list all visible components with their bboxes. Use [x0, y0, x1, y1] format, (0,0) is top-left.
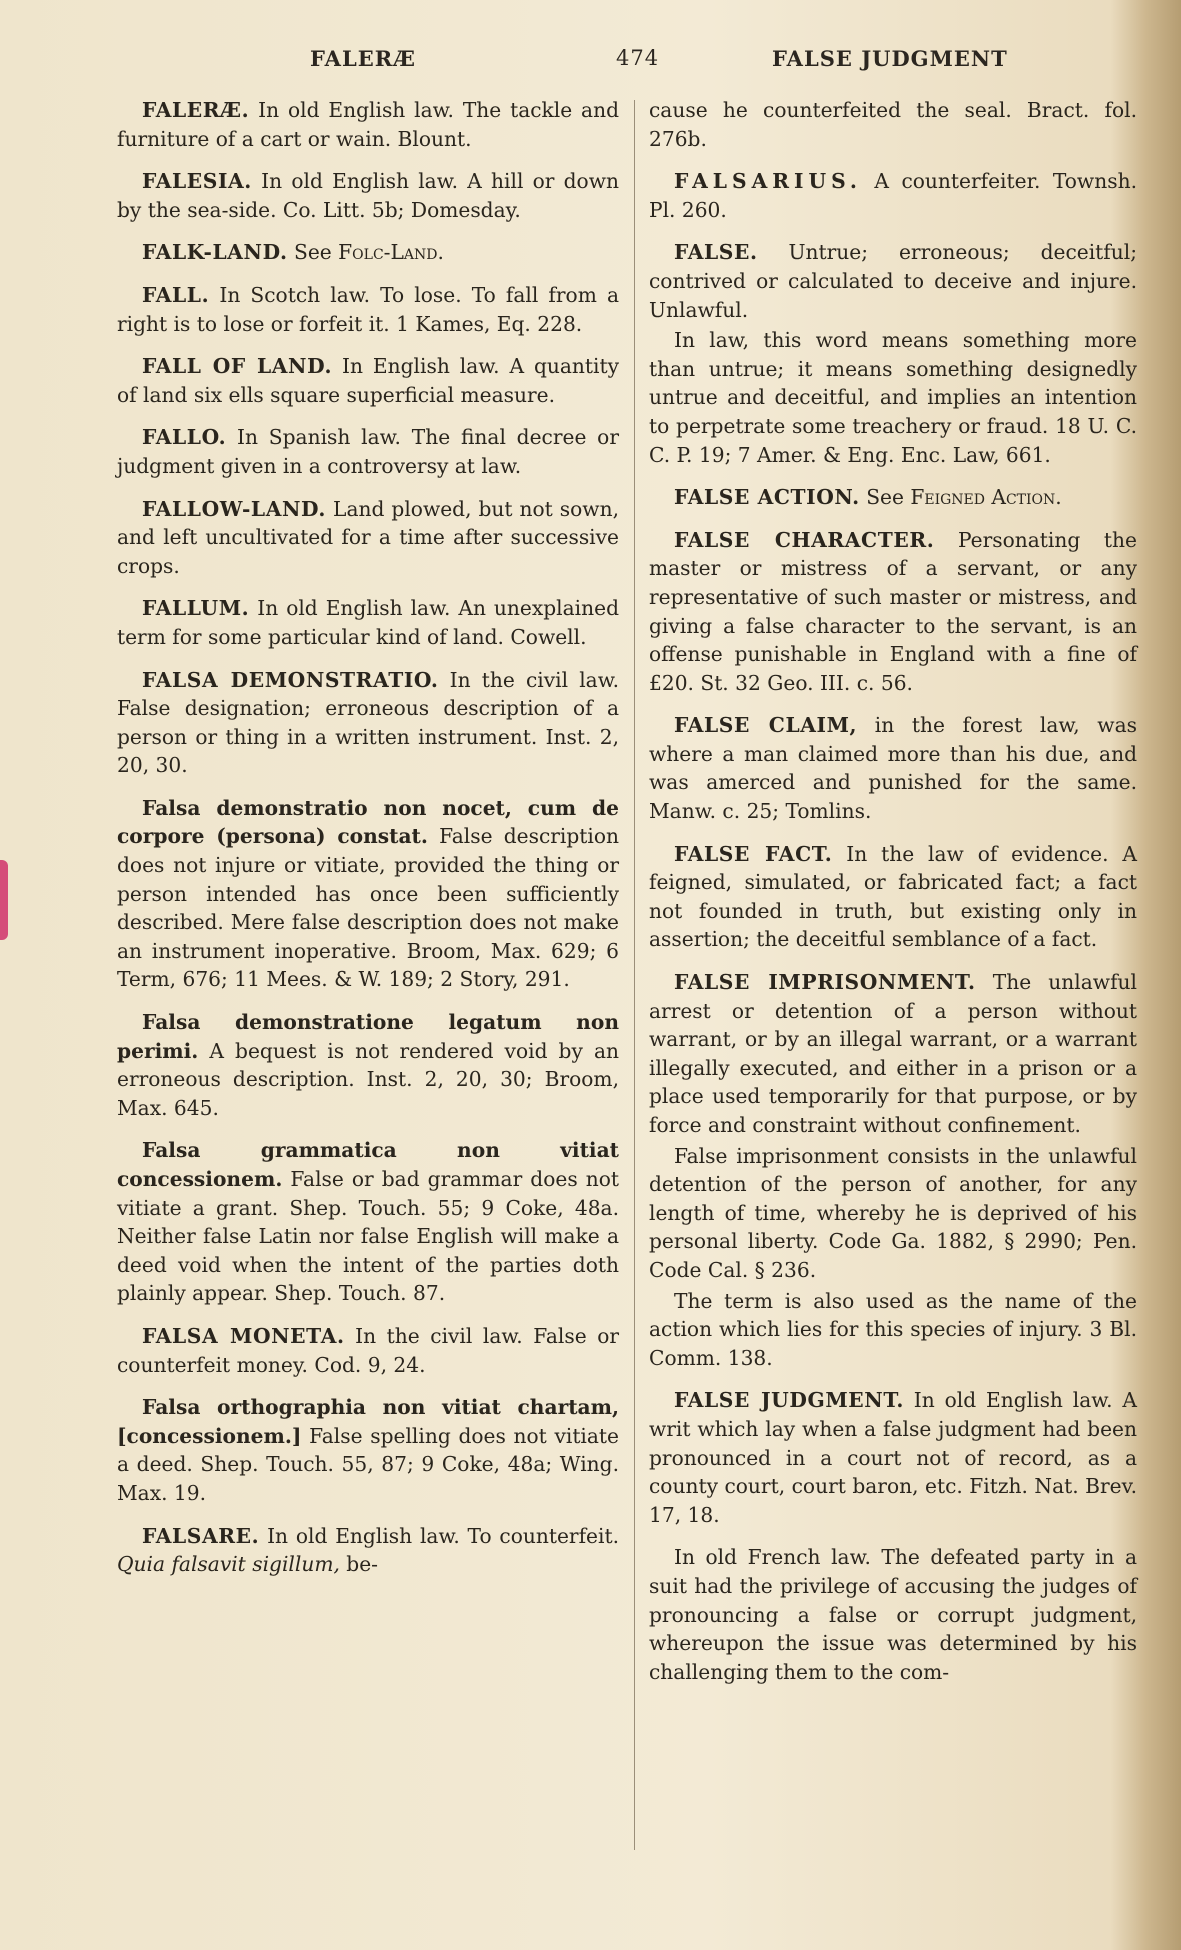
entry-headword: FALK-LAND.	[142, 240, 288, 265]
entry-text: be-	[339, 1552, 378, 1577]
legal-maxim: Falsa orthographia non vitiat chartam, [concessionem.]	[117, 1395, 619, 1448]
dictionary-entry	[649, 326, 1137, 469]
dictionary-entry	[117, 1393, 619, 1507]
dictionary-entry	[649, 483, 1137, 512]
left-column	[117, 96, 619, 1593]
right-column	[649, 96, 1137, 1700]
dictionary-entry	[649, 840, 1137, 954]
dictionary-entry	[117, 1008, 619, 1122]
dictionary-entry	[649, 96, 1137, 153]
entry-headword: FALLO.	[142, 425, 227, 450]
dictionary-entry	[117, 1322, 619, 1379]
legal-maxim: Falsa demonstratione legatum non perimi.	[117, 1010, 619, 1063]
entry-text: In English law. A quantity of land six ells square superficial measure.	[117, 354, 619, 407]
entry-headword: FALSARIUS.	[674, 169, 862, 194]
entry-text: False spelling does not vitiate a deed. Shep. Touch. 55, 87; 9 Coke, 48a; Wing. Max. 19.	[117, 1423, 619, 1505]
dictionary-entry	[117, 167, 619, 224]
entry-text: In law, this word means something more than untrue; it means something designedly untrue and deceitful, and implies an intention to perpetrate some treachery or fraud. 18 U. C. C. P. 19; 7 Amer. & Eng. Enc. Law, 661.	[649, 328, 1137, 467]
running-header	[0, 46, 1181, 76]
dictionary-entry	[117, 423, 619, 480]
entry-headword: FALSE JUDGMENT.	[674, 1388, 904, 1413]
page-number: 474	[616, 46, 660, 70]
dictionary-entry	[117, 96, 619, 153]
legal-maxim: Falsa grammatica non vitiat concessionem.	[117, 1138, 619, 1191]
entry-headword: FALESIA.	[142, 169, 252, 194]
entry-headword: FALSE ACTION.	[674, 485, 860, 510]
dictionary-entry	[649, 1142, 1137, 1285]
entry-headword: FALLUM.	[142, 596, 250, 621]
dictionary-entry	[117, 666, 619, 780]
entry-text: In old English law. The tackle and furniture of a cart or wain. Blount.	[117, 98, 619, 151]
entry-text: In old English law. To counterfeit.	[259, 1523, 619, 1548]
dictionary-entry	[649, 711, 1137, 825]
entry-text: In old English law. A writ which lay when a false judgment had been pronounced in a court not of record, as a county court, court baron, etc. Fitzh. Nat. Brev. 17, 18.	[649, 1388, 1137, 1527]
dictionary-entry	[649, 238, 1137, 324]
entry-text: .	[1055, 485, 1062, 510]
entry-text: Untrue; erroneous; deceitful; contrived or calculated to deceive and injure. Unlawful.	[649, 240, 1137, 322]
entry-headword: FALSA MONETA.	[142, 1323, 345, 1348]
dictionary-entry	[649, 1287, 1137, 1373]
entry-headword: FALSE FACT.	[674, 841, 833, 866]
entry-headword: FALLOW-LAND.	[142, 496, 327, 521]
dictionary-entry	[117, 281, 619, 338]
cross-reference: Feigned Action	[910, 485, 1056, 510]
entry-headword: FALSA DEMONSTRATIO.	[142, 667, 439, 692]
entry-text: In old English law. An unexplained term for some particular kind of land. Cowell.	[117, 596, 619, 649]
entry-headword: FALL.	[142, 282, 210, 307]
entry-text: In the civil law. False or counterfeit money. Cod. 9, 24.	[117, 1323, 619, 1377]
header-left-guideword: FALERÆ	[310, 46, 416, 71]
entry-text: In old English law. A hill or down by the sea-side. Co. Litt. 5b; Domesday.	[117, 169, 619, 222]
dictionary-entry	[117, 1522, 619, 1579]
entry-text: cause he counterfeited the seal. Bract. fol. 276b.	[649, 98, 1137, 151]
dictionary-entry	[649, 167, 1137, 224]
entry-text: False or bad grammar does not vitiate a grant. Shep. Touch. 55; 9 Coke, 48a. Neither false Latin nor false English will make a deed void when the intent of the parties doth plainly appear. Shep. Touch. 87.	[117, 1167, 619, 1306]
entry-text: In Spanish law. The final decree or judgment given in a controversy at law.	[117, 425, 619, 478]
entry-text: In Scotch law. To lose. To fall from a right is to lose or forfeit it. 1 Kames, Eq. 228.	[117, 282, 619, 336]
entry-text: False description does not injure or vitiate, provided the thing or person intended has once been sufficiently described. Mere false description does not make an instrument inoperative. Broom, Max. 629; 6 Term, 676; 11 Mees. & W. 189; 2 Story, 291.	[117, 824, 620, 992]
entry-text: In the law of evidence. A feigned, simulated, or fabricated fact; a fact not founded in truth, but existing only in assertion; the deceitful semblance of a fact.	[649, 841, 1137, 952]
legal-maxim: Falsa demonstratio non nocet, cum de corpore (persona) constat.	[117, 795, 619, 849]
entry-text: The unlawful arrest or detention of a person without warrant, or by an illegal warrant, or a warrant illegally executed, and either in a prison or a place used temporarily for that purpose, or by force and constraint without confinement.	[649, 970, 1137, 1137]
entry-text: A bequest is not rendered void by an erroneous description. Inst. 2, 20, 30; Broom, Max. 645.	[117, 1038, 619, 1120]
entry-text: .	[437, 240, 444, 265]
dictionary-entry	[649, 526, 1137, 698]
entry-text: In the civil law. False designation; erroneous description of a person or thing in a written instrument. Inst. 2, 20, 30.	[117, 667, 619, 778]
entry-headword: FALSE IMPRISONMENT.	[674, 970, 976, 995]
dictionary-entry	[117, 594, 619, 651]
entry-text: In old French law. The defeated party in a suit had the privilege of accusing the judges of pronouncing a false or corrupt judgment, whereupon the issue was determined by his challenging them to the com-	[649, 1545, 1137, 1684]
dictionary-entry	[117, 352, 619, 409]
entry-text: Personating the master or mistress of a servant, or any representative of such master or mistress, and giving a false character to the servant, is an offense punishable in England with a fine of £20. St. 32 Geo. III. c. 56.	[649, 527, 1137, 695]
entry-text: False imprisonment consists in the unlawful detention of the person of another, for any length of time, whereby he is deprived of his personal liberty. Code Ga. 1882, § 2990; Pen. Code Cal. § 236.	[649, 1143, 1137, 1282]
entry-headword: FALL OF LAND.	[142, 354, 333, 379]
entry-text: A counterfeiter. Townsh. Pl. 260.	[649, 169, 1137, 222]
entry-text: See	[287, 240, 339, 265]
page-edge-tab	[0, 860, 8, 940]
dictionary-entry	[117, 495, 619, 581]
column-divider	[634, 100, 635, 1850]
entry-headword: FALSARE.	[142, 1523, 260, 1548]
header-right-guideword: FALSE JUDGMENT	[772, 46, 1008, 71]
dictionary-entry	[117, 1136, 619, 1308]
entry-text: Land plowed, but not sown, and left uncultivated for a time after successive crops.	[117, 496, 619, 578]
entry-headword: FALSE CHARACTER.	[674, 527, 935, 552]
latin-quote: Quia falsavit sigillum,	[117, 1552, 340, 1577]
dictionary-entry	[649, 968, 1137, 1140]
dictionary-entry	[117, 238, 619, 267]
dictionary-entry	[649, 1543, 1137, 1686]
entry-headword: FALSE.	[674, 240, 758, 265]
dictionary-entry	[117, 794, 619, 994]
entry-text: The term is also used as the name of the action which lies for this species of injury. 3 Bl. Comm. 138.	[649, 1288, 1137, 1370]
dictionary-entry	[649, 1386, 1137, 1529]
cross-reference: Folc-Land	[338, 240, 438, 265]
entry-headword: FALERÆ.	[142, 98, 250, 122]
entry-headword: FALSE CLAIM,	[674, 713, 858, 738]
entry-text: See	[859, 485, 911, 510]
entry-text: in the forest law, was where a man claimed more than his due, and was amerced and punished for the same. Manw. c. 25; Tomlins.	[649, 713, 1137, 824]
